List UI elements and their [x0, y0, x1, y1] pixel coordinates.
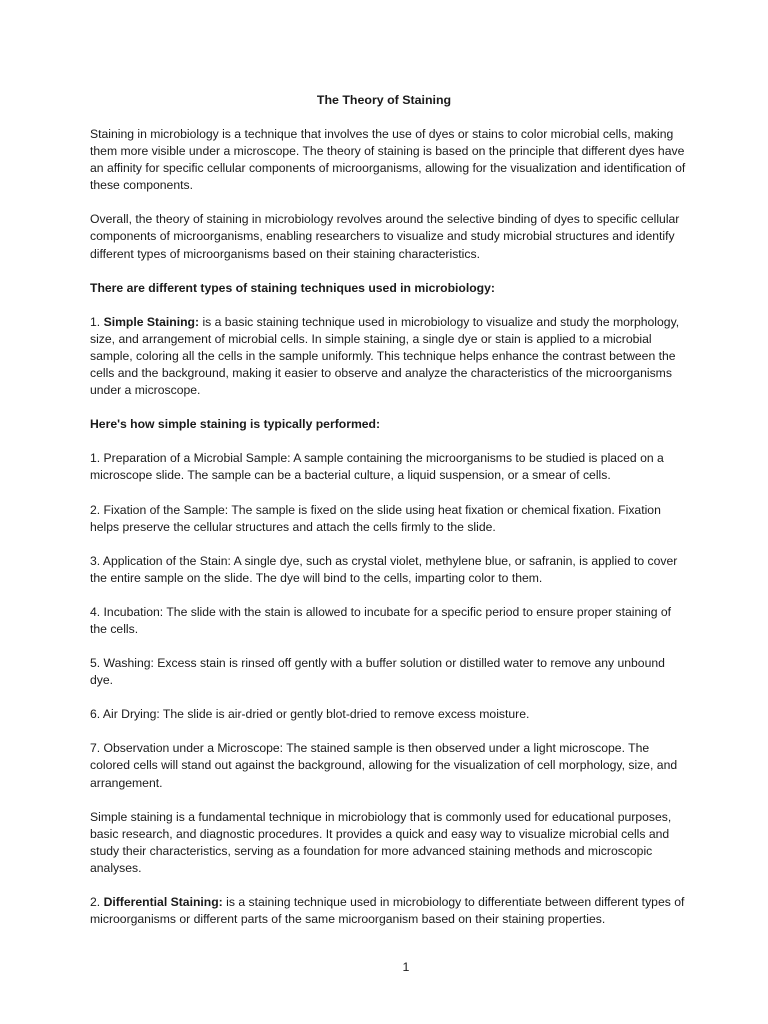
step-item: 7. Observation under a Microscope: The stained sample is then observed under a light microscope. The colored cells will stand out against the background, allowing for the visualization of cell morphology, size, and arrangement. [90, 741, 678, 790]
step-item: 4. Incubation: The slide with the stain is allowed to incubate for a specific period to ensure proper staining of the cells. [90, 604, 672, 636]
summary-paragraph: Simple staining is a fundamental technique in microbiology that is commonly used for educational purposes, basic research, and diagnostic procedures. It provides a quick and easy way to visualize microbial cells and study their characteristics, serving as a foundation for more advanced staining methods and microscopic analyses. [90, 809, 672, 875]
step-item: 5. Washing: Excess stain is rinsed off gently with a buffer solution or distilled water to remove any unbound dye. [90, 656, 665, 688]
types-heading: There are different types of staining techniques used in microbiology: [90, 280, 495, 295]
differential-staining-number: 2. [90, 895, 101, 909]
differential-staining-text: is a staining technique used in microbiology to differentiate between different types of microorganisms or different parts of the same microorganism based on their staining properties. [90, 895, 685, 927]
simple-staining-term: Simple Staining: [103, 314, 200, 329]
step-item: 1. Preparation of a Microbial Sample: A sample containing the microorganisms to be studied is placed on a microscope slide. The sample can be a bacterial culture, a liquid suspension, or a smear of cells. [90, 451, 664, 483]
simple-staining-number: 1. [90, 314, 101, 329]
intro-paragraph: Staining in microbiology is a technique that involves the use of dyes or stains to color microbial cells, making them more visible under a microscope. The theory of staining is based on the principle that different dyes have an affinity for specific cellular components of microorganisms, allowing for the visualization and identification of these components. [90, 127, 686, 193]
differential-staining-term: Differential Staining: [103, 895, 223, 909]
page-number: 1 [402, 960, 410, 974]
differential-staining-paragraph [90, 894, 688, 928]
step-item: 2. Fixation of the Sample: The sample is fixed on the slide using heat fixation or chemical fixation. Fixation helps preserve the cellular structures and attach the cells firmly to the slide. [90, 502, 661, 534]
simple-staining-text: is a basic staining technique used in microbiology to visualize and study the morphology, size, and arrangement of microbial cells. In simple staining, a single dye or stain is applied to a microbial sample, coloring all the cells in the sample uniformly. This technique helps enhance the contrast between the cells and the background, making it easier to observe and analyze the characteristics of the microorganisms under a microscope. [90, 314, 680, 398]
overall-paragraph: Overall, the theory of staining in microbiology revolves around the selective binding of dyes to specific cellular components of microorganisms, enabling researchers to visualize and study microbial structures and identify different types of microorganisms based on their staining characteristics. [90, 212, 680, 261]
step-item: 3. Application of the Stain: A single dye, such as crystal violet, methylene blue, or safranin, is applied to cover the entire sample on the slide. The dye will bind to the cells, imparting color to them. [90, 553, 678, 585]
document-title: The Theory of Staining [316, 93, 452, 107]
simple-staining-paragraph [90, 314, 688, 399]
how-heading: Here's how simple staining is typically performed: [90, 417, 381, 432]
document-body [90, 126, 688, 945]
step-item: 6. Air Drying: The slide is air-dried or gently blot-dried to remove excess moisture. [90, 707, 530, 722]
